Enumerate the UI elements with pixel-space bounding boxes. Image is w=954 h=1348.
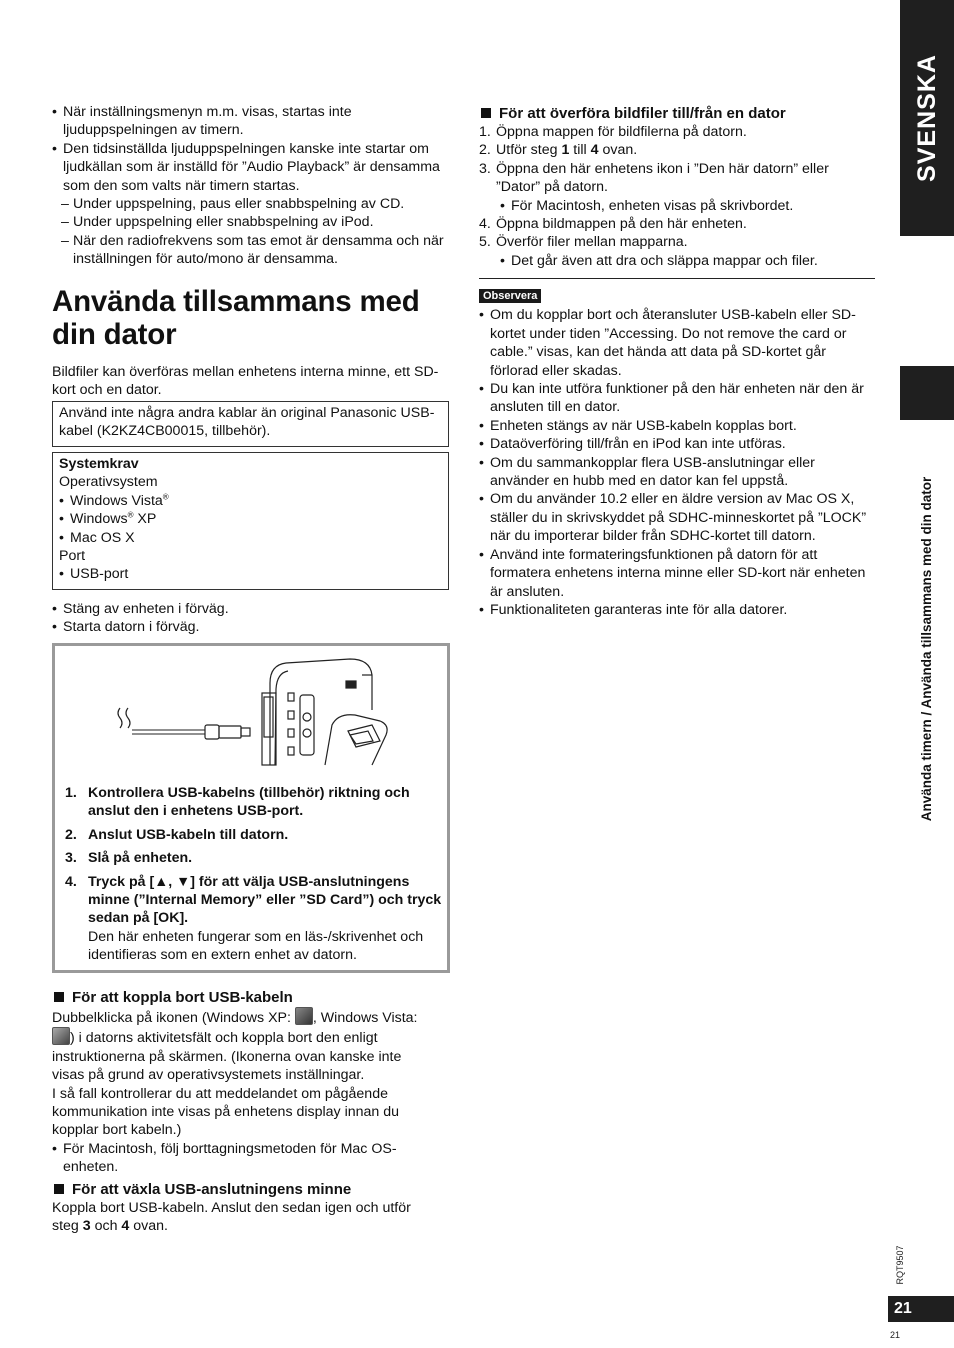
- observera-item: • Om du använder 10.2 eller en äldre version av Mac OS X, ställer du in skrivskyddet på SDHC-minneskortet på ”LOCK” när du importerar bilder från SDHC-kortet till datorn.: [479, 490, 875, 545]
- usb-connection-illustration: [110, 655, 400, 770]
- usb-step: 1. Kontrollera USB-kabelns (tillbehör) riktning och anslut den i enhetens USB-port.: [65, 785, 410, 820]
- timer-note-sub: – När den radiofrekvens som tas emot är densamma och när inställningen för auto/mono är densamma.: [52, 232, 452, 269]
- preparation-list: [52, 600, 452, 637]
- square-bullet-icon: [481, 108, 491, 118]
- cable-note-box: [52, 401, 449, 447]
- cable-note: Använd inte några andra kablar än original Panasonic USB-kabel (K2KZ4CB00015, tillbehör).: [59, 405, 435, 440]
- usb-connection-box: [52, 643, 450, 973]
- transfer-section: [479, 104, 875, 270]
- transfer-step: 5. Överför filer mellan mapparna.: [479, 234, 688, 251]
- sysreq-os-label: Operativsystem: [59, 474, 158, 491]
- transfer-title: För att överföra bildfiler till/från en dator: [479, 104, 875, 123]
- timer-note: • När inställningsmenyn m.m. visas, startas inte ljuduppspelningen av timern.: [52, 103, 452, 140]
- switch-title: För att växla USB-anslutningens minne: [52, 1180, 432, 1199]
- sysreq-os-item: • Mac OS X: [59, 529, 442, 547]
- sysreq-title: Systemkrav: [59, 456, 139, 472]
- usb-steps: [65, 784, 445, 970]
- transfer-step: 2. Utför steg 1 till 4 ovan.: [479, 142, 638, 159]
- timer-note: • Den tidsinställda ljuduppspelningen kanske inte startar om ljudkällan som är inställd för ”Audio Playback” är densamma som den som valts när timern startas.: [52, 140, 452, 195]
- prep-item: • Starta datorn i förväg.: [52, 618, 452, 636]
- page-title: Använda tillsammans med din dator: [52, 285, 420, 351]
- section-side-label: Använda timern / Använda tillsammans med din dator: [918, 476, 934, 822]
- page-number-tab: 21: [888, 1296, 954, 1322]
- timer-note-sub: – Under uppspelning eller snabbspelning av iPod.: [52, 213, 452, 231]
- timer-note-sub: – Under uppspelning, paus eller snabbspelning av CD.: [52, 195, 452, 213]
- disconnect-text: Dubbelklicka på ikonen (Windows XP: , Windows Vista: ) i datorns aktivitetsfält och koppla bort den enligt instruktionerna på skärmen. (Ikonerna ovan kanske inte visas på grund av operativsystemets inställningar.: [52, 1007, 432, 1085]
- prep-item: • Stäng av enheten i förväg.: [52, 600, 452, 618]
- observera-label: Observera: [479, 289, 541, 303]
- usb-step: 2. Anslut USB-kabeln till datorn.: [65, 826, 289, 843]
- switch-section: [52, 1180, 432, 1236]
- disconnect-mac-note: • För Macintosh, följ borttagningsmetoden för Mac OS-enheten.: [52, 1140, 432, 1177]
- observera-item: • Funktionaliteten garanteras inte för alla datorer.: [479, 601, 875, 619]
- page-number-small: 21: [890, 1330, 901, 1340]
- observera-item: • Använd inte formateringsfunktionen på datorn för att formatera enhetens interna minne eller SD-kort när enheten är ansluten.: [479, 546, 875, 601]
- observera-item: • Du kan inte utföra funktioner på den här enheten när den är ansluten till en dator.: [479, 380, 875, 417]
- disconnect-title: För att koppla bort USB-kabeln: [52, 988, 432, 1007]
- observera-item: • Om du kopplar bort och återansluter USB-kabeln eller SD-kortet under tiden ”Accessing. Do not remove the card or cable.” visas, kan det hända att data på SD-kortet går förlorad eller skadas.: [479, 306, 875, 380]
- intro-text: Bildfiler kan överföras mellan enhetens interna minne, ett SD-kort och en dator.: [52, 364, 439, 399]
- usb-step: 4. Tryck på [▲, ▼] för att välja USB-anslutningens minne (”Internal Memory” eller ”SD Card”) och tryck sedan på [OK]. Den här enheten fungerar som en läs-/skrivenhet och identifieras som en extern enhet av datorn.: [65, 873, 445, 965]
- system-requirements-box: [52, 452, 449, 590]
- document-code: RQT9507: [894, 1245, 905, 1285]
- square-bullet-icon: [54, 1184, 64, 1194]
- square-bullet-icon: [54, 992, 64, 1002]
- safely-remove-vista-icon: [52, 1027, 70, 1045]
- disconnect-section: [52, 988, 432, 1177]
- usb-step: 3. Slå på enheten.: [65, 850, 193, 867]
- sysreq-port-item: • USB-port: [59, 565, 442, 583]
- transfer-step-note: • Det går även att dra och släppa mappar och filer.: [479, 252, 875, 270]
- sysreq-port-label: Port: [59, 548, 86, 565]
- usb-step-note: Den här enheten fungerar som en läs-/skrivenhet och identifieras som en extern enhet av datorn.: [88, 928, 424, 964]
- transfer-step-note: • För Macintosh, enheten visas på skrivbordet.: [479, 197, 875, 215]
- safely-remove-xp-icon: [295, 1007, 313, 1025]
- section-divider: [479, 278, 875, 279]
- transfer-step: 4. Öppna bildmappen på den här enheten.: [479, 216, 747, 233]
- observera-section: [479, 286, 875, 619]
- observera-item: • Om du sammankopplar flera USB-anslutningar eller använder en hubb med en dator kan fel uppstå.: [479, 454, 875, 491]
- section-marker-tab: [900, 366, 954, 420]
- transfer-step: 1. Öppna mappen för bildfilerna på datorn.: [479, 124, 747, 140]
- observera-item: • Enheten stängs av när USB-kabeln kopplas bort.: [479, 417, 875, 435]
- transfer-step: 3. Öppna den här enhetens ikon i ”Den här datorn” eller ”Dator” på datorn.: [479, 160, 829, 196]
- sysreq-os-item: • Windows Vista®: [59, 492, 442, 510]
- switch-text: Koppla bort USB-kabeln. Anslut den sedan igen och utför steg 3 och 4 ovan.: [52, 1200, 411, 1235]
- observera-item: • Dataöverföring till/från en iPod kan inte utföras.: [479, 435, 875, 453]
- language-tab: SVENSKA: [900, 0, 954, 236]
- disconnect-text-2: I så fall kontrollerar du att meddelandet om pågående kommunikation inte visas på enhetens display innan du kopplar bort kabeln.): [52, 1085, 400, 1139]
- timer-notes: [52, 103, 452, 269]
- sysreq-os-item: • Windows® XP: [59, 510, 442, 528]
